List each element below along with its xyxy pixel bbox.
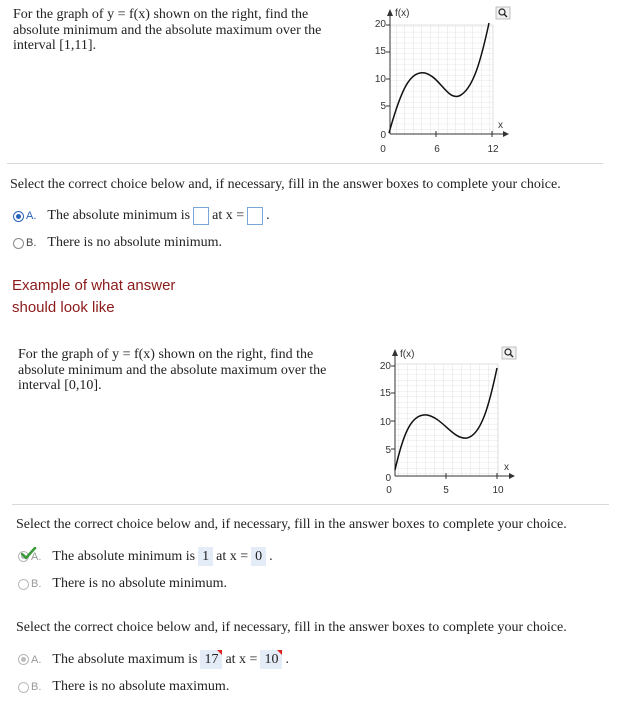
- y-tick-label: 0: [385, 473, 391, 484]
- example-function-graph: [355, 340, 525, 500]
- y-tick-label: 10: [379, 417, 391, 428]
- at-x-label: at x =: [225, 651, 258, 667]
- choice-b-text: There is no absolute minimum.: [47, 235, 222, 250]
- x-tick-label: 10: [492, 485, 504, 496]
- y-tick-label: 20: [374, 19, 386, 30]
- x-answer-value: 10: [260, 650, 282, 669]
- example-min-choice-a-row: [18, 547, 273, 566]
- choice-a-text: The absolute maximum is: [52, 651, 198, 667]
- checkmark-icon: [21, 547, 37, 561]
- choice-a-text: The absolute minimum is: [52, 548, 196, 564]
- fx-axis-label: f(x): [400, 349, 415, 360]
- divider: [7, 163, 603, 164]
- fx-axis-label: f(x): [395, 8, 410, 19]
- y-tick-label: 5: [385, 445, 391, 456]
- choice-a-row[interactable]: [13, 207, 270, 225]
- choice-b-row[interactable]: [13, 235, 222, 251]
- x-tick-label: 6: [434, 144, 440, 155]
- choice-a-text: The absolute minimum is: [47, 208, 191, 223]
- x-axis-label: x: [504, 462, 509, 473]
- choice-b-radio: [18, 579, 29, 590]
- x-answer-box[interactable]: [247, 207, 263, 225]
- at-x-label: at x =: [216, 548, 249, 564]
- x-tick-label: 0: [386, 485, 392, 496]
- example-max-choice-b-row: [18, 679, 229, 695]
- example-min-prompt: Select the correct choice below and, if necessary, fill in the answer boxes to complete your choice.: [16, 517, 567, 532]
- choice-b-letter: B.: [31, 681, 42, 693]
- minimum-answer-value: 1: [198, 547, 213, 566]
- divider: [12, 504, 609, 505]
- x-tick-label: 0: [380, 144, 386, 155]
- x-tick-label: 5: [443, 485, 449, 496]
- choice-b-text: There is no absolute maximum.: [52, 679, 230, 694]
- question-text: For the graph of y = f(x) shown on the right, find the absolute minimum and the absolute maximum over the interval [1,11].: [13, 7, 322, 53]
- y-tick-label: 5: [380, 101, 386, 112]
- period: .: [285, 651, 289, 667]
- example-question-text: For the graph of y = f(x) shown on the right, find the absolute minimum and the absolute maximum over the interval [0,10].: [18, 347, 327, 393]
- choice-b-letter: B.: [31, 578, 42, 590]
- function-graph: [355, 0, 515, 160]
- y-tick-label: 15: [374, 46, 386, 57]
- example-max-choice-a-row: [18, 650, 289, 669]
- choice-a-letter: A.: [31, 550, 42, 563]
- example-note: [12, 275, 175, 319]
- example-min-choice-b-row: [18, 576, 227, 592]
- example-max-prompt: Select the correct choice below and, if necessary, fill in the answer boxes to complete your choice.: [16, 620, 567, 635]
- instructions-prompt: Select the correct choice below and, if necessary, fill in the answer boxes to complete your choice.: [10, 177, 561, 192]
- y-tick-label: 10: [374, 74, 386, 85]
- choice-a-letter: A.: [26, 210, 37, 222]
- y-tick-label: 15: [379, 388, 391, 399]
- example-note-line: Example of what answer: [12, 277, 176, 294]
- example-note-line: should look like: [12, 299, 115, 316]
- choice-a-radio: [18, 654, 29, 665]
- choice-b-radio[interactable]: [13, 238, 24, 249]
- zoom-icon[interactable]: [496, 7, 510, 19]
- minimum-answer-box[interactable]: [193, 207, 209, 225]
- x-axis-label: x: [498, 120, 503, 131]
- zoom-icon[interactable]: [502, 347, 516, 359]
- choice-a-letter: A.: [31, 653, 42, 666]
- choice-a-radio[interactable]: [13, 211, 24, 222]
- y-tick-label: 20: [379, 361, 391, 372]
- x-tick-label: 12: [487, 144, 499, 155]
- maximum-answer-value: 17: [200, 650, 222, 669]
- period: .: [269, 548, 273, 564]
- at-x-label: at x =: [212, 208, 245, 223]
- period: .: [266, 208, 270, 223]
- choice-b-radio: [18, 682, 29, 693]
- choice-b-text: There is no absolute minimum.: [52, 576, 227, 591]
- x-answer-value: 0: [251, 547, 266, 566]
- choice-b-letter: B.: [26, 237, 37, 249]
- y-tick-label: 0: [380, 130, 386, 141]
